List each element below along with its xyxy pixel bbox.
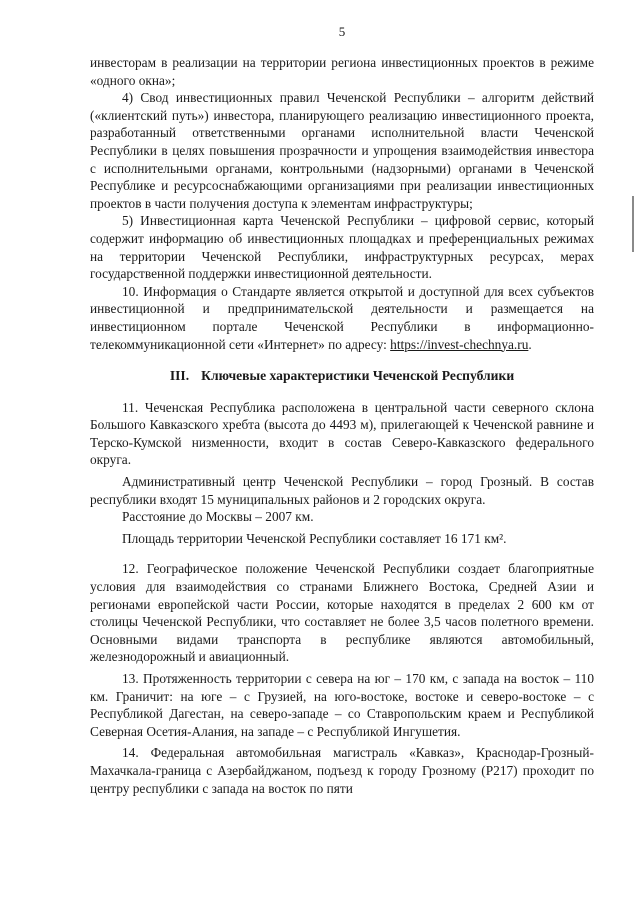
- paragraph-highway: 14. Федеральная автомобильная магистраль «Кавказ», Краснодар-Грозный-Махачкала-граница с Азербайджаном, подъезд к городу Грозному (Р217) проходит по центру республики с запада на восток по пяти: [90, 745, 594, 796]
- paragraph-1: инвесторам в реализации на территории региона инвестиционных проектов в режиме «одного окна»;: [90, 55, 594, 88]
- document-body: [90, 54, 594, 797]
- paragraph-investment-map: 5) Инвестиционная карта Чеченской Республики – цифровой сервис, который содержит информацию об инвестиционных площадках и преференциальных режимах на территории Чеченской Республики, инфраструктурных ресурсах, мерах государственной поддержки инвестиционной деятельности.: [90, 213, 594, 282]
- section-heading: [90, 367, 594, 385]
- page-number: 5: [338, 24, 346, 39]
- standard-info-end: .: [528, 336, 532, 352]
- section-title: Ключевые характеристики Чеченской Республики: [201, 368, 515, 384]
- paragraph-investment-rules: 4) Свод инвестиционных правил Чеченской Республики – алгоритм действий («клиентский путь») инвестора, планирующего реализацию инвестиционного проекта, разработанный ответственными органами исполнительной власти Чеченской Республики в целях повышения прозрачности и упрощения взаимодействия инвестора с исполнительными органами, контрольными (надзорными) органами в Чеченской Республике и ресурсоснабжающими организациями при реализации инвестиционных проектов в части получения доступа к элементам инфраструктуры;: [90, 90, 594, 211]
- section-number: III.: [169, 368, 190, 384]
- paragraph-location: 11. Чеченская Республика расположена в центральной части северного склона Большого Кавказского хребта (высота до 4493 м), прилегающей к Чеченской равнине и Терско-Кумской низменности, входит в состав Северо-Кавказского федерального округа.: [90, 399, 594, 468]
- paragraph-standard-info: [90, 283, 594, 353]
- standard-info-text: 10. Информация о Стандарте является открытой и доступной для всех субъектов инвестиционной и предпринимательской деятельности и размещается на инвестиционном портале Чеченской Республики в информационно-телекоммуникационной сети «Интернет» по адресу:: [90, 283, 594, 352]
- scan-margin-mark: [632, 196, 634, 252]
- paragraph-area: Площадь территории Чеченской Республики составляет 16 171 км².: [122, 530, 507, 546]
- paragraph-borders: 13. Протяженность территории с севера на юг – 170 км, с запада на восток – 110 км. Граничит: на юге – с Грузией, на юго-востоке, востоке и северо-востоке – с Республикой Дагестан, на северо-западе – со Ставропольским краем и Республикой Северная Осетия-Алания, на западе – с Республикой Ингушетия.: [90, 671, 594, 739]
- paragraph-geography: 12. Географическое положение Чеченской Республики создает благоприятные условия для взаимодействия со странами Ближнего Востока, Средней Азии и регионами европейской части России, которые находятся в пределах 2 600 км от столицы Чеченской Республики, что составляет не более 3,5 часов полетного времени. Основными видами транспорта в республике являются автомобильный, железнодорожный и авиационный.: [90, 561, 594, 665]
- paragraph-distance: Расстояние до Москвы – 2007 км.: [122, 509, 314, 525]
- paragraph-admin-center: Административный центр Чеченской Республики – город Грозный. В состав республики входят 15 муниципальных районов и 2 городских округа.: [90, 474, 594, 507]
- invest-portal-link[interactable]: https://invest-chechnya.ru: [390, 336, 529, 352]
